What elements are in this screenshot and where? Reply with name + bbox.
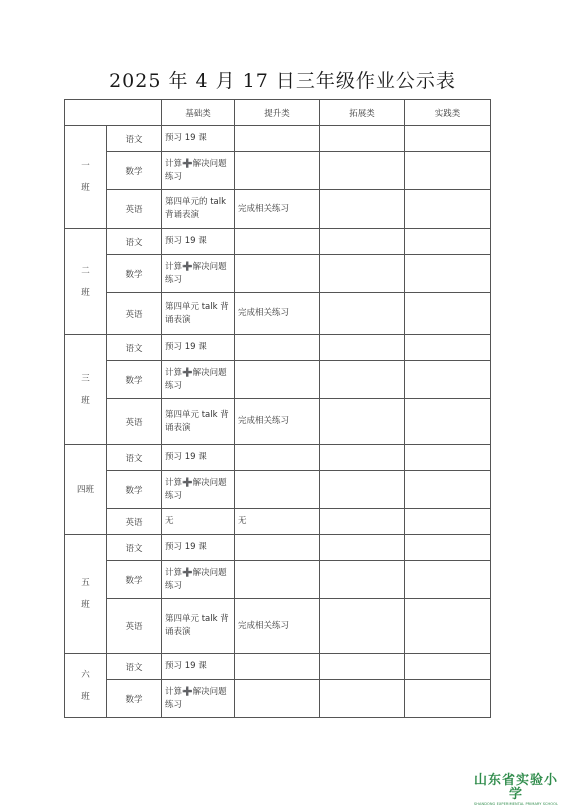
class-name-cell: 五 班 [65, 535, 107, 654]
class-name-cell: 一 班 [65, 126, 107, 229]
class-name-cell: 四班 [65, 445, 107, 535]
improve-cell [235, 152, 320, 190]
basic-cell: 计算➕解决问题练习 [162, 561, 235, 599]
header-blank [65, 100, 162, 126]
practice-cell [405, 561, 491, 599]
subject-cell: 英语 [107, 190, 162, 229]
improve-cell: 完成相关练习 [235, 190, 320, 229]
header-extend: 拓展类 [320, 100, 405, 126]
practice-cell [405, 229, 491, 255]
basic-cell: 预习 19 课 [162, 229, 235, 255]
extend-cell [320, 361, 405, 399]
subject-cell: 语文 [107, 445, 162, 471]
table-row [65, 335, 491, 361]
practice-cell [405, 152, 491, 190]
extend-cell [320, 152, 405, 190]
logo-text: 山东省实验小学 [473, 773, 558, 802]
header-row [65, 100, 491, 126]
improve-cell [235, 445, 320, 471]
subject-cell: 语文 [107, 335, 162, 361]
basic-cell: 预习 19 课 [162, 654, 235, 680]
improve-cell [235, 255, 320, 293]
improve-cell [235, 654, 320, 680]
improve-cell [235, 561, 320, 599]
school-logo [470, 774, 562, 807]
header-improve: 提升类 [235, 100, 320, 126]
extend-cell [320, 399, 405, 445]
table-row [65, 361, 491, 399]
table-row [65, 509, 491, 535]
extend-cell [320, 561, 405, 599]
practice-cell [405, 445, 491, 471]
improve-cell: 完成相关练习 [235, 399, 320, 445]
practice-cell [405, 471, 491, 509]
class-name-cell: 三 班 [65, 335, 107, 445]
practice-cell [405, 509, 491, 535]
basic-cell: 预习 19 课 [162, 126, 235, 152]
table-row [65, 654, 491, 680]
basic-cell: 计算➕解决问题练习 [162, 471, 235, 509]
subject-cell: 数学 [107, 255, 162, 293]
practice-cell [405, 361, 491, 399]
subject-cell: 数学 [107, 561, 162, 599]
subject-cell: 数学 [107, 152, 162, 190]
homework-table [64, 99, 491, 718]
table-body [65, 126, 491, 718]
practice-cell [405, 654, 491, 680]
table-row [65, 471, 491, 509]
subject-cell: 数学 [107, 361, 162, 399]
header-basic: 基础类 [162, 100, 235, 126]
subject-cell: 语文 [107, 126, 162, 152]
class-name-cell: 二 班 [65, 229, 107, 335]
extend-cell [320, 599, 405, 654]
subject-cell: 数学 [107, 680, 162, 718]
subject-cell: 语文 [107, 535, 162, 561]
basic-cell: 计算➕解决问题练习 [162, 152, 235, 190]
practice-cell [405, 255, 491, 293]
extend-cell [320, 535, 405, 561]
page-title: 2025 年 4 月 17 日三年级作业公示表 [109, 70, 456, 92]
table-row [65, 399, 491, 445]
extend-cell [320, 654, 405, 680]
extend-cell [320, 509, 405, 535]
improve-cell: 完成相关练习 [235, 293, 320, 335]
table-row [65, 445, 491, 471]
practice-cell [405, 599, 491, 654]
basic-cell: 第四单元 talk 背诵表演 [162, 399, 235, 445]
basic-cell: 第四单元 talk 背诵表演 [162, 599, 235, 654]
practice-cell [405, 680, 491, 718]
class-name-cell: 六 班 [65, 654, 107, 718]
basic-cell: 第四单元的 talk 背诵表演 [162, 190, 235, 229]
logo-subtext: SHANDONG EXPERIMENTAL PRIMARY SCHOOL [473, 802, 559, 806]
subject-cell: 语文 [107, 654, 162, 680]
practice-cell [405, 190, 491, 229]
table-row [65, 126, 491, 152]
practice-cell [405, 335, 491, 361]
basic-cell: 计算➕解决问题练习 [162, 361, 235, 399]
table-row [65, 229, 491, 255]
header-practice: 实践类 [405, 100, 491, 126]
table-row [65, 190, 491, 229]
subject-cell: 英语 [107, 509, 162, 535]
practice-cell [405, 293, 491, 335]
basic-cell: 预习 19 课 [162, 335, 235, 361]
basic-cell: 第四单元 talk 背诵表演 [162, 293, 235, 335]
subject-cell: 英语 [107, 399, 162, 445]
practice-cell [405, 535, 491, 561]
subject-cell: 数学 [107, 471, 162, 509]
table-row [65, 599, 491, 654]
table-row [65, 255, 491, 293]
basic-cell: 计算➕解决问题练习 [162, 680, 235, 718]
extend-cell [320, 229, 405, 255]
improve-cell [235, 471, 320, 509]
improve-cell [235, 229, 320, 255]
table-row [65, 293, 491, 335]
improve-cell [235, 680, 320, 718]
improve-cell [235, 361, 320, 399]
improve-cell [235, 126, 320, 152]
subject-cell: 英语 [107, 293, 162, 335]
table-row [65, 561, 491, 599]
table-row [65, 152, 491, 190]
extend-cell [320, 293, 405, 335]
extend-cell [320, 335, 405, 361]
basic-cell: 计算➕解决问题练习 [162, 255, 235, 293]
extend-cell [320, 445, 405, 471]
basic-cell: 无 [162, 509, 235, 535]
basic-cell: 预习 19 课 [162, 535, 235, 561]
improve-cell [235, 335, 320, 361]
extend-cell [320, 471, 405, 509]
extend-cell [320, 255, 405, 293]
extend-cell [320, 126, 405, 152]
practice-cell [405, 399, 491, 445]
improve-cell: 无 [235, 509, 320, 535]
practice-cell [405, 126, 491, 152]
improve-cell [235, 535, 320, 561]
subject-cell: 英语 [107, 599, 162, 654]
extend-cell [320, 190, 405, 229]
extend-cell [320, 680, 405, 718]
table-row [65, 535, 491, 561]
improve-cell: 完成相关练习 [235, 599, 320, 654]
subject-cell: 语文 [107, 229, 162, 255]
basic-cell: 预习 19 课 [162, 445, 235, 471]
table-row [65, 680, 491, 718]
